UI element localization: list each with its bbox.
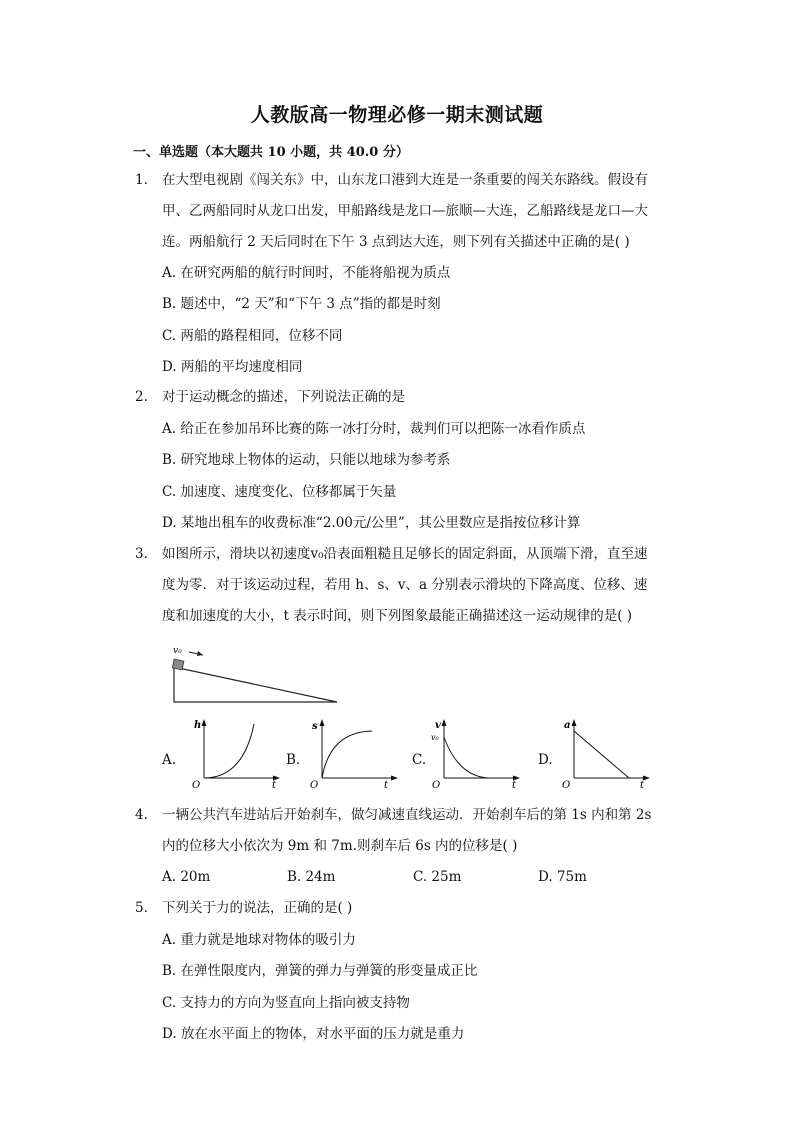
option-d: D. 某地出租车的收费标准“2.00元/公里”，其公里数应是指按位移计算: [162, 515, 581, 531]
question-number: 4.: [135, 807, 148, 823]
question-5: [135, 893, 675, 924]
question-line: 度和加速度的大小，t 表示时间，则下列图象最能正确描述这一运动规律的是( ): [162, 608, 633, 624]
option-c: C. 25m: [413, 869, 462, 885]
question-line: 下列关于力的说法，正确的是( ): [162, 900, 353, 916]
x-arrow: [643, 776, 650, 781]
origin-label: O: [310, 780, 319, 788]
question-3: [135, 539, 675, 632]
option-c: C. 加速度、速度变化、位移都属于矢量: [162, 484, 397, 500]
section-heading: 一、单选题（本大题共 10 小题，共 40.0 分）: [133, 145, 409, 160]
question-1: [135, 165, 675, 258]
graph-option-c: C.: [412, 752, 427, 768]
question-line: 连。两船航行 2 天后同时在下午 3 点到达大连，则下列有关描述中正确的是( ): [162, 234, 630, 250]
option-b: B. 24m: [287, 869, 336, 885]
option-c: C. 两船的路程相同，位移不同: [162, 328, 343, 344]
x-axis-label: t: [272, 780, 277, 788]
question-line: 内的位移大小依次为 9m 和 7m.则刹车后 6s 内的位移是( ): [162, 838, 518, 854]
graph-d: [558, 718, 653, 788]
option-b: B. 题述中，“2 天”和“下午 3 点”指的都是时刻: [162, 296, 441, 312]
origin-label: O: [562, 780, 571, 788]
option-d: D. 75m: [538, 869, 587, 885]
y-axis-label: a: [564, 720, 571, 731]
y-arrow: [442, 719, 447, 726]
question-line: 如图所示，滑块以初速度v₀沿表面粗糙且足够长的固定斜面，从顶端下滑，直至速: [162, 546, 648, 562]
graph-option-d: D.: [538, 752, 553, 768]
x-axis-label: t: [384, 780, 389, 788]
incline-figure: [165, 645, 345, 705]
question-number: 2.: [135, 389, 148, 405]
origin-label: O: [432, 780, 441, 788]
option-a: A. 重力就是地球对物体的吸引力: [162, 932, 356, 948]
y-axis-label: s: [312, 721, 318, 732]
line-a: [574, 731, 629, 778]
graph-a: [188, 718, 283, 788]
slider-block: [172, 659, 184, 670]
curve-v: [444, 737, 488, 778]
question-4: [135, 800, 675, 862]
question-line: 对于运动概念的描述，下列说法正确的是: [162, 389, 405, 405]
option-c: C. 支持力的方向为竖直向上指向被支持物: [162, 995, 410, 1011]
x-axis-label: t: [640, 780, 645, 788]
y-axis-label: v: [435, 720, 441, 731]
option-d: D. 放在水平面上的物体，对水平面的压力就是重力: [162, 1026, 465, 1042]
option-b: B. 在弹性限度内，弹簧的弹力与弹簧的形变量成正比: [162, 963, 478, 979]
question-number: 3.: [135, 546, 148, 562]
origin-label: O: [192, 780, 201, 788]
option-a: A. 给正在参加吊环比赛的陈一冰打分时，裁判们可以把陈一冰看作质点: [162, 421, 586, 437]
y-arrow: [572, 719, 577, 726]
question-number: 5.: [135, 900, 148, 916]
y0-label: v₀: [431, 733, 439, 742]
curve-h: [204, 724, 254, 778]
question-line: 在大型电视剧《闯关东》中，山东龙口港到大连是一条重要的闯关东路线。假设有: [162, 172, 648, 188]
graph-option-a: A.: [162, 752, 177, 768]
page-title: 人教版高一物理必修一期末测试题: [250, 104, 544, 126]
x-arrow: [391, 776, 398, 781]
option-d: D. 两船的平均速度相同: [162, 359, 303, 375]
initial-velocity-label: v₀: [173, 646, 182, 656]
graph-b: [306, 718, 401, 788]
graph-option-b: B.: [286, 752, 301, 768]
option-a: A. 20m: [162, 869, 211, 885]
graph-c: [428, 718, 523, 788]
option-b: B. 研究地球上物体的运动，只能以地球为参考系: [162, 452, 451, 468]
option-a: A. 在研究两船的航行时间时，不能将船视为质点: [162, 265, 451, 281]
question-number: 1.: [135, 172, 148, 188]
y-axis-label: h: [194, 720, 202, 731]
curve-s: [322, 731, 372, 778]
y-arrow: [320, 719, 325, 726]
incline-plane: [174, 667, 337, 702]
question-line: 一辆公共汽车进站后开始刹车，做匀减速直线运动．开始刹车后的第 1s 内和第 2s: [162, 807, 652, 823]
y-arrow: [202, 719, 207, 726]
question-line: 度为零．对于该运动过程，若用 h、s、v、a 分别表示滑块的下降高度、位移、速: [162, 577, 648, 593]
question-line: 甲、乙两船同时从龙口出发，甲船路线是龙口—旅顺—大连，乙船路线是龙口—大: [162, 203, 648, 219]
x-axis-label: t: [512, 780, 517, 788]
question-2: [135, 382, 675, 413]
